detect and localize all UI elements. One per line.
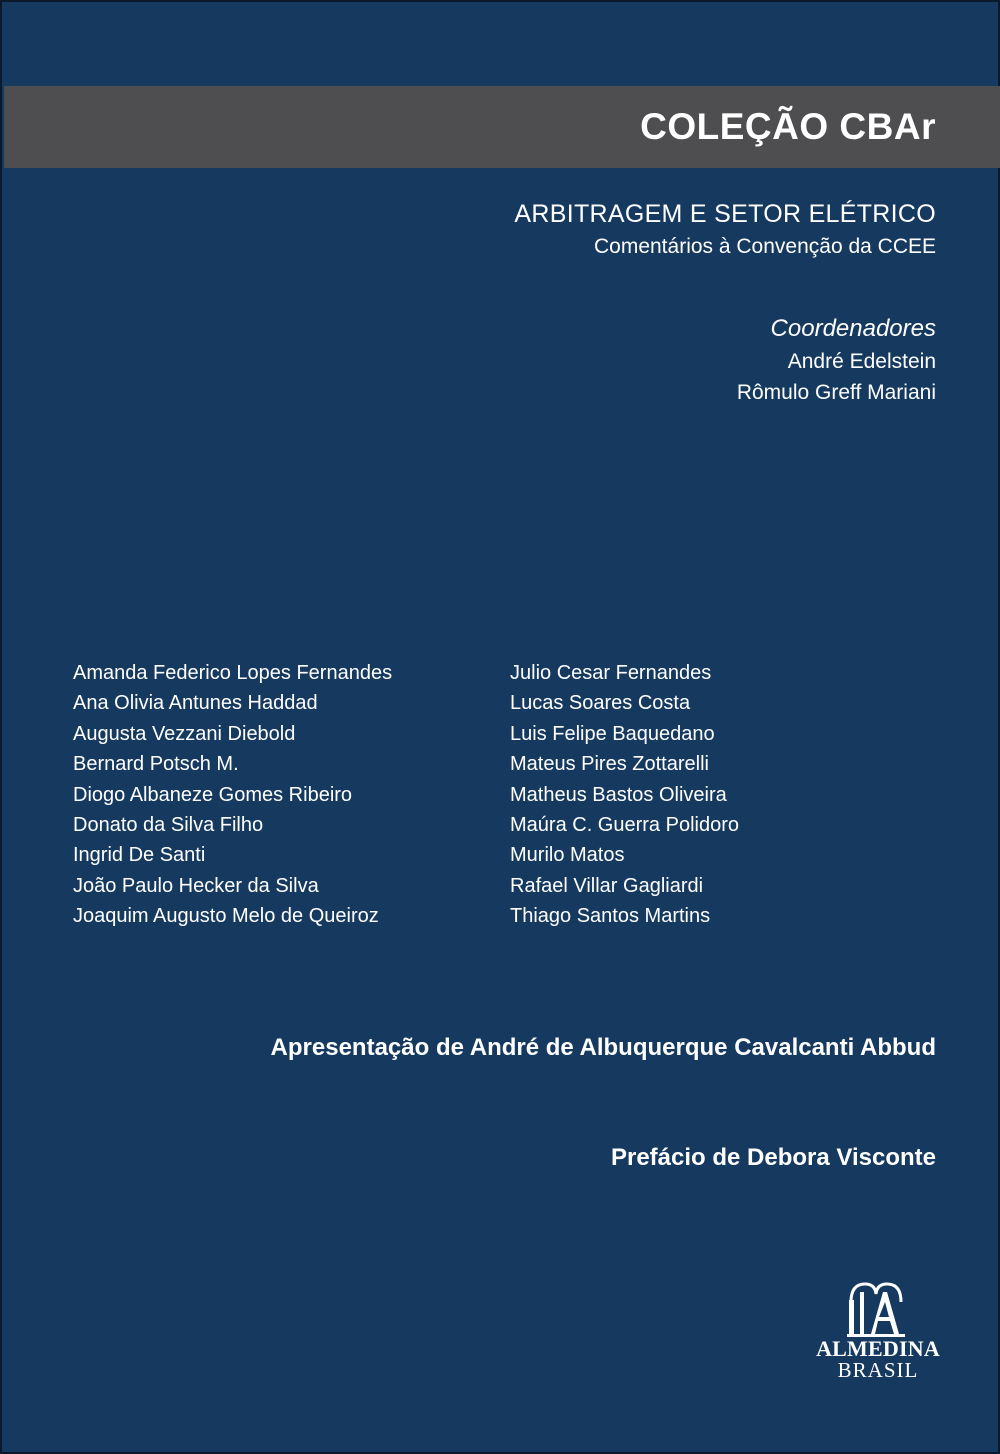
author-name: Julio Cesar Fernandes xyxy=(510,662,712,684)
author-name: Luis Felipe Baquedano xyxy=(510,722,715,745)
author-name: Ingrid De Santi xyxy=(73,844,206,867)
author-name: Mateus Pires Zottarelli xyxy=(510,753,709,776)
book-subtitle: Comentários à Convenção da CCEE xyxy=(593,235,936,258)
publisher-country: BRASIL xyxy=(837,1358,919,1382)
author-name: Donato da Silva Filho xyxy=(73,813,264,836)
publisher-logo xyxy=(808,1270,948,1390)
preface-credit: Prefácio de Debora Visconte xyxy=(610,1144,936,1171)
author-name: Amanda Federico Lopes Fernandes xyxy=(73,662,393,684)
author-name: Matheus Bastos Oliveira xyxy=(510,783,727,806)
author-name: Joaquim Augusto Melo de Queiroz xyxy=(73,905,379,928)
publisher-name: ALMEDINA xyxy=(816,1336,940,1361)
authors-list-left xyxy=(73,658,392,932)
coordinator-name: Rômulo Greff Mariani xyxy=(736,381,936,404)
authors-list-right xyxy=(510,658,739,932)
author-name: Rafael Villar Gagliardi xyxy=(510,874,704,897)
author-name: Bernard Potsch M. xyxy=(73,753,239,776)
coordinator-name: André Edelstein xyxy=(787,350,936,373)
author-name: João Paulo Hecker da Silva xyxy=(73,874,319,897)
almedina-book-a-icon xyxy=(845,1278,907,1338)
author-name: Murilo Matos xyxy=(510,844,625,867)
series-title: COLEÇÃO CBAr xyxy=(640,106,936,147)
author-name: Augusta Vezzani Diebold xyxy=(73,722,296,745)
book-title: ARBITRAGEM E SETOR ELÉTRICO xyxy=(514,200,936,228)
presentation-credit: Apresentação de André de Albuquerque Cavalcanti Abbud xyxy=(270,1034,936,1061)
coordinators-heading: Coordenadores xyxy=(770,315,936,342)
author-name: Maúra C. Guerra Polidoro xyxy=(510,813,739,836)
author-name: Thiago Santos Martins xyxy=(510,905,711,928)
author-name: Diogo Albaneze Gomes Ribeiro xyxy=(73,783,353,806)
author-name: Ana Olivia Antunes Haddad xyxy=(73,692,318,715)
author-name: Lucas Soares Costa xyxy=(510,692,691,715)
